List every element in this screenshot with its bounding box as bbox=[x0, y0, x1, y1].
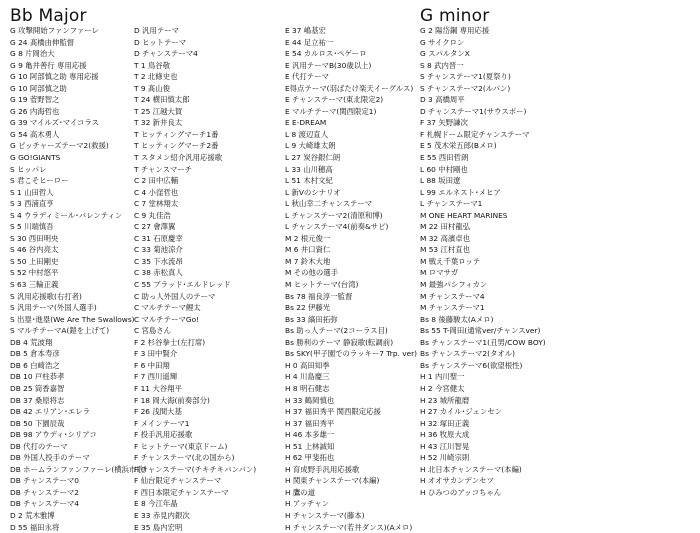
song-list-item: D 2 荒木雅博 bbox=[10, 510, 55, 520]
song-list-item: H ひみつのアッコちゃん bbox=[420, 487, 502, 497]
song-list-item: G 24 髙橋由伸監督 bbox=[10, 37, 75, 47]
song-list-item: H 23 城所龍磨 bbox=[420, 395, 470, 405]
song-list-item: T スタメン紹介汎用応援歌 bbox=[134, 153, 223, 163]
song-list-item: DB 98 アウディ･シリアコ bbox=[10, 430, 97, 440]
song-list-item: M ONE HEART MARINES bbox=[420, 210, 508, 220]
song-list-item: DB チャンステーマ2 bbox=[10, 487, 79, 497]
song-list-item: DB 37 桑原将志 bbox=[10, 395, 65, 405]
song-list-item: DB チャンステーマ4 bbox=[10, 499, 79, 509]
song-list-item: L 33 山川穂高 bbox=[285, 164, 333, 174]
song-list-item: L 8 渡辺直人 bbox=[285, 129, 329, 139]
song-list-item: C 31 石原慶幸 bbox=[134, 233, 183, 243]
song-list-item: S 4 ウラディミール･バレンティン bbox=[10, 210, 123, 220]
song-list-item: H 27 カイル･ジェンセン bbox=[420, 407, 503, 417]
song-list-item: DB ホームランファンファーレ(横浜市歌) bbox=[10, 464, 147, 474]
song-list-item: H 36 牧原大成 bbox=[420, 430, 470, 440]
song-list-item: D チャンステーマ1(サウスポー) bbox=[420, 106, 527, 116]
song-list-item: M 7 鈴木大地 bbox=[285, 256, 331, 266]
song-list-item: F 2 杉谷拳士(左打席) bbox=[134, 337, 206, 347]
song-list-item: H 4 川島慶三 bbox=[285, 372, 330, 382]
song-list-item: C 35 下水流昂 bbox=[134, 256, 183, 266]
song-list-item: L チャンステーマ4(前奏&サビ) bbox=[285, 222, 389, 232]
song-list-item: T 32 新井良太 bbox=[134, 118, 183, 128]
song-list-item: G 54 高木勇人 bbox=[10, 129, 60, 139]
song-list-item: S 5 川端慎吾 bbox=[10, 222, 54, 232]
song-list-item: F 18 岡大海(前奏部分) bbox=[134, 395, 210, 405]
song-list-item: E 44 足立祐一 bbox=[285, 37, 334, 47]
song-list-item: M 22 田村龍弘 bbox=[420, 222, 471, 232]
song-list-item: Bs 8 後藤駿太(Aメロ) bbox=[420, 314, 494, 324]
song-list-item: C 2 田中広輔 bbox=[134, 176, 179, 186]
song-list-item: H チャンステーマ(藤本) bbox=[285, 510, 365, 520]
song-list-item: M 2 根元俊一 bbox=[285, 233, 331, 243]
song-list-item: M 戦え千葉ロッテ bbox=[420, 256, 481, 266]
song-list-item: F 6 中田翔 bbox=[134, 360, 170, 370]
song-list-item: F 仙台限定チャンステーマ bbox=[134, 476, 222, 486]
song-list-item: E 代打テーマ bbox=[285, 72, 329, 82]
song-list-item: H 51 上林誠知 bbox=[285, 441, 335, 451]
song-list-item: G 19 菅野智之 bbox=[10, 95, 60, 105]
song-list-item: DB 10 戸柱恭孝 bbox=[10, 372, 65, 382]
song-list-item: DB チャンステーマ0 bbox=[10, 476, 79, 486]
song-list-item: E 37 嶋基宏 bbox=[285, 26, 326, 35]
song-list-item: Bs 助っ人テーマ(2コーラス目) bbox=[285, 326, 388, 336]
song-list-item: T ヒッティングマーチ2番 bbox=[134, 141, 219, 151]
song-list-item: C 4 小窪哲也 bbox=[134, 187, 179, 197]
song-list-item: M 最強パシフィカン bbox=[420, 280, 488, 290]
song-list-item: S 50 上田剛史 bbox=[10, 256, 59, 266]
song-list-item: L 60 中村剛也 bbox=[420, 164, 468, 174]
song-list-item: DB 4 荒波翔 bbox=[10, 337, 53, 347]
song-list-item: S 63 三輪正義 bbox=[10, 280, 59, 290]
song-list-item: Bs SKY(甲子園でのラッキー7 Trp. ver) bbox=[285, 349, 418, 359]
song-list-item: Bs 78 福良淳一監督 bbox=[285, 291, 353, 301]
song-list-item: L 秋山幸二チャンステーマ bbox=[285, 199, 373, 209]
song-list-item: S 汎用応援歌(右打者) bbox=[10, 291, 82, 301]
bb-major-column-1 bbox=[10, 25, 147, 533]
song-list-item: S チャンステーマ2(ルパン) bbox=[420, 83, 511, 93]
song-list-item: S 汎用テーマ(外国人選手) bbox=[10, 303, 97, 313]
song-list-item: M 53 江村直也 bbox=[420, 245, 471, 255]
song-list-item: F メインテーマ1 bbox=[134, 418, 190, 428]
song-list-item: L 27 炭谷銀仁朗 bbox=[285, 153, 341, 163]
g-minor-column bbox=[420, 25, 695, 498]
song-list-item: F 3 田中賢介 bbox=[134, 349, 178, 359]
song-list-item: S 8 武内晋一 bbox=[420, 60, 464, 70]
bb-major-heading: Bb Major bbox=[10, 6, 87, 26]
song-list-item: DB 外国人投手のテーマ bbox=[10, 453, 90, 463]
song-list-item: F 投手汎用応援歌 bbox=[134, 430, 193, 440]
song-list-item: S 52 中村悠平 bbox=[10, 268, 59, 278]
song-list-item: H 1 内川聖一 bbox=[420, 372, 465, 382]
song-list-item: H 育成野手汎用応援歌 bbox=[285, 464, 360, 474]
song-list-item: L チャンステーマ2(清原和博) bbox=[285, 210, 383, 220]
song-list-item: M ヒットテーマ(台湾) bbox=[285, 280, 359, 290]
song-list-item: G 10 阿部慎之助 専用応援 bbox=[10, 72, 99, 82]
song-list-item: G 9 亀井善行 専用応援 bbox=[10, 60, 87, 70]
song-list-item: F ヒットテーマ(東京ドーム) bbox=[134, 441, 228, 451]
song-list-item: H 52 川崎宗則 bbox=[420, 453, 470, 463]
song-list-item: T ヒッティングマーチ1番 bbox=[134, 129, 219, 139]
song-list-item: L 51 木村文紀 bbox=[285, 176, 333, 186]
song-list-item: M 6 井口資仁 bbox=[285, 245, 331, 255]
song-list-item: DB 42 エリアン･エレラ bbox=[10, 407, 90, 417]
song-list-item: C 55 ブラッド･エルドレッド bbox=[134, 280, 231, 290]
song-list-item: C マルチテーマGo! bbox=[134, 314, 200, 324]
song-list-item: F 札幌ドーム限定チャンステーマ bbox=[420, 129, 530, 139]
song-list-item: E 35 島内宏明 bbox=[134, 522, 183, 532]
song-list-item: S マルチテーマA(鎧を上げて) bbox=[10, 326, 110, 336]
song-list-item: E E-DREAM bbox=[285, 118, 327, 128]
song-list-item: S 出塁･進塁(We Are The Swallows) bbox=[10, 314, 135, 324]
song-list-item: S ヒッパレ bbox=[10, 164, 47, 174]
song-list-item: C 9 丸佳浩 bbox=[134, 210, 171, 220]
song-list-item: Bs 22 伊藤光 bbox=[285, 303, 331, 313]
song-list-item: G 攻撃開始ファンファーレ bbox=[10, 26, 99, 35]
song-list-item: Bs 55 T-岡田(通常ver/チャンスver) bbox=[420, 326, 541, 336]
song-list-item: F 26 浅間大基 bbox=[134, 407, 182, 417]
song-list-item: H 8 明石健志 bbox=[285, 383, 330, 393]
song-list-item: S 3 西浦直亨 bbox=[10, 199, 54, 209]
song-list-item: M ロマサガ bbox=[420, 268, 459, 278]
song-list-item: T 1 鳥谷敬 bbox=[134, 60, 171, 70]
song-list-item: H 43 江川智晃 bbox=[420, 441, 470, 451]
g-minor-heading: G minor bbox=[420, 6, 490, 26]
song-list-item: H オオサカンデンセツ bbox=[420, 476, 494, 486]
song-list-item: C 7 堂林翔太 bbox=[134, 199, 179, 209]
bb-major-column-3 bbox=[285, 25, 418, 533]
song-list-item: G スパルタンX bbox=[420, 49, 470, 59]
song-list-item: L 9 大崎雄太朗 bbox=[285, 141, 336, 151]
song-list-item: H 32 塚田正義 bbox=[420, 418, 470, 428]
song-list-item: C 27 會澤翼 bbox=[134, 222, 176, 232]
song-list-item: T チャンスマーチ bbox=[134, 164, 193, 174]
song-list-item: T 2 北條史也 bbox=[134, 72, 178, 82]
bb-major-column-2 bbox=[134, 25, 279, 533]
song-list-item: H チャンステーマ(若井ダンス)(Aメロ) bbox=[285, 522, 413, 532]
song-list-item: E得点テーマ(羽ばたけ楽天イーグルス) bbox=[285, 83, 414, 93]
song-list-item: H アッチャン bbox=[285, 499, 330, 509]
song-list-item: S 46 谷内亮太 bbox=[10, 245, 59, 255]
song-list-item: M その他の選手 bbox=[285, 268, 339, 278]
song-list-item: G 2 陽岱鋼 専用応援 bbox=[420, 26, 490, 35]
song-list-item: G 39 マイルズ･マイコラス bbox=[10, 118, 100, 128]
song-list-item: D 汎用テーマ bbox=[134, 26, 179, 35]
song-list-item: E 汎用テーマB(30歳以上) bbox=[285, 60, 372, 70]
song-list-item: T 25 江越大賀 bbox=[134, 106, 183, 116]
song-list-item: E チャンステーマ(東北限定2) bbox=[285, 95, 384, 105]
song-list-item: DB 代打のテーマ bbox=[10, 441, 68, 451]
song-list-item: L 99 エルネスト･メヒア bbox=[420, 187, 501, 197]
song-list-item: F チャンステーマ(チキチキバンバン) bbox=[134, 464, 257, 474]
song-list-item: C マルチテーマ鯉太 bbox=[134, 303, 201, 313]
song-list-item: E マルチテーマ(関西限定1) bbox=[285, 106, 377, 116]
song-list-item: T 24 横田慎太郎 bbox=[134, 95, 190, 105]
song-list-item: H 北日本チャンステーマ(本編) bbox=[420, 464, 522, 474]
song-list-item: H 46 本多雄一 bbox=[285, 430, 335, 440]
song-list-item: L チャンステーマ1 bbox=[420, 199, 483, 209]
song-list-item: G GO!GIANTS bbox=[10, 153, 61, 163]
song-list-item: F チャンステーマ(北の国から) bbox=[134, 453, 235, 463]
song-list-item: F 11 大谷翔平 bbox=[134, 383, 182, 393]
song-list-item: Bs チャンステーマ2(タオル) bbox=[420, 349, 516, 359]
song-list-item: DB 5 倉本寿彦 bbox=[10, 349, 60, 359]
song-list-item: H 37 福田秀平 bbox=[285, 418, 335, 428]
song-list-item: C 助っ人外国人のテーマ bbox=[134, 291, 216, 301]
song-list-item: G 10 阿部慎之助 bbox=[10, 83, 67, 93]
song-list-item: H 0 高田知季 bbox=[285, 360, 330, 370]
song-list-item: D チャンステーマ4 bbox=[134, 49, 198, 59]
song-list-item: L 新Vのシナリオ bbox=[285, 187, 341, 197]
song-list-item: Bs 勝利のテーマ 静寂歌(転調前) bbox=[285, 337, 394, 347]
song-list-item: H 37 福田秀平 関西限定応援 bbox=[285, 407, 381, 417]
song-list-item: C 宮島さん bbox=[134, 326, 172, 336]
song-list-item: G サイクロン bbox=[420, 37, 465, 47]
song-list-item: E 5 茂木栄五郎(Bメロ) bbox=[420, 141, 497, 151]
song-list-item: D 3 高橋周平 bbox=[420, 95, 465, 105]
song-list-item: H 62 甲斐拓也 bbox=[285, 453, 335, 463]
song-list-item: S 君こそヒーロー bbox=[10, 176, 69, 186]
song-list-item: Bs チャンステーマ6(欲望根性) bbox=[420, 360, 523, 370]
song-list-item: M チャンステーマ4 bbox=[420, 291, 485, 301]
song-list-item: S 1 山田哲人 bbox=[10, 187, 54, 197]
song-list-item: G 26 内海哲也 bbox=[10, 106, 60, 116]
song-list-item: L 88 坂田遼 bbox=[420, 176, 461, 186]
song-list-item: S チャンステーマ1(夏祭り) bbox=[420, 72, 511, 82]
song-list-item: G ピッチャーズテーマ2(救援) bbox=[10, 141, 109, 151]
song-list-item: H 33 鶴岡慎也 bbox=[285, 395, 335, 405]
song-list-item: E 8 今江年晶 bbox=[134, 499, 178, 509]
song-list-item: Bs 33 縞田拓弥 bbox=[285, 314, 338, 324]
song-list-item: F 7 西川遥輝 bbox=[134, 372, 178, 382]
song-list-item: E 54 カルロス･ペゲーロ bbox=[285, 49, 367, 59]
song-list-item: C 33 菊池涼介 bbox=[134, 245, 183, 255]
song-list-item: M チャンステーマ1 bbox=[420, 303, 485, 313]
song-list-item: E 33 赤見内銀次 bbox=[134, 510, 190, 520]
song-list-item: H 関東チャンステーマ(本編) bbox=[285, 476, 380, 486]
song-list-item: E 55 西田哲朗 bbox=[420, 153, 469, 163]
song-list-item: D 55 福田永将 bbox=[10, 522, 60, 532]
song-list-item: F 西日本限定チャンステーマ bbox=[134, 487, 229, 497]
song-list-item: DB 50 下園辰哉 bbox=[10, 418, 65, 428]
song-list-item: H 鷹の道 bbox=[285, 487, 316, 497]
song-list-item: M 32 高濱卓也 bbox=[420, 233, 471, 243]
song-list-item: DB 6 白崎浩之 bbox=[10, 360, 60, 370]
song-list-item: G 8 片岡治大 bbox=[10, 49, 55, 59]
song-list-item: T 9 髙山俊 bbox=[134, 83, 171, 93]
song-list-item: D ヒットテーマ bbox=[134, 37, 187, 47]
song-list-item: Bs チャンステーマ1(丑男/COW BOY) bbox=[420, 337, 546, 347]
song-list-item: C 38 赤松真人 bbox=[134, 268, 183, 278]
song-list-item: S 30 西田明央 bbox=[10, 233, 59, 243]
song-list-item: DB 25 筒香嘉智 bbox=[10, 383, 65, 393]
song-list-item: F 37 矢野謙次 bbox=[420, 118, 468, 128]
song-list-item: H 2 今宮健太 bbox=[420, 383, 465, 393]
